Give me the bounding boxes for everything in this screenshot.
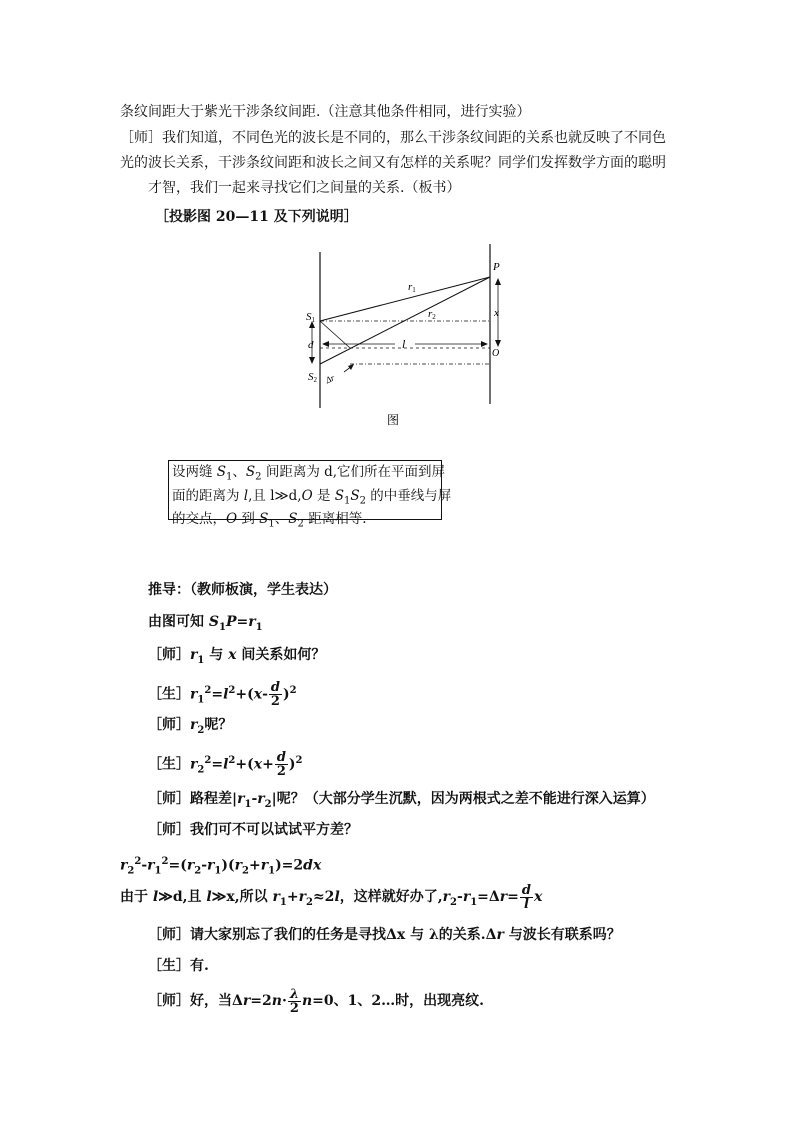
label-r2: r2: [428, 308, 436, 321]
teacher-statement-6: ［师］好，当Δr=2n· $\frac{\lambda}{2}$ n=0、1、2…时，出现亮纹.: [148, 986, 484, 1016]
teacher-question-4: ［师］我们可不可以试试平方差？: [148, 822, 358, 838]
line-approximation: 由于 l≫d,且 l≫x,所以 $r_1+r_2\approx 2l$，这样就好办了$,r_2-r_1=\Delta r=$ $\frac{d}{l}$ x: [120, 882, 543, 912]
derivation-heading: 推导：（教师板演，学生表达）: [148, 582, 337, 598]
student-answer-2: ［生$]r_2^2=l^2+(x+$ $\frac{d}{2}$ )$^2$: [148, 750, 303, 780]
definition-box: [168, 460, 452, 531]
label-P: P: [493, 261, 500, 273]
projection-note: ［投影图 20—11 及下列说明］: [155, 209, 358, 225]
teacher-paragraph-line-1: ［师］我们知道，不同色光的波长是不同的，那么干涉条纹间距的关系也就反映了不同色: [120, 130, 666, 146]
teacher-paragraph-line-3: 才智，我们一起来寻找它们之间量的关系.（板书）: [148, 180, 461, 196]
fraction-d-over-2: $\frac{d}{2}$: [276, 750, 286, 780]
definition-line-2: 面的距离为 l,且 l≫d,O 是 $S_1S_2$ 的中垂线与屏: [172, 487, 452, 507]
teacher-question-1: ［师$]r_1$ 与 x 间关系如何？: [148, 647, 326, 666]
label-x: x: [494, 307, 499, 319]
teacher-question-2: ［师$]r_2$呢？: [148, 717, 233, 736]
ray-r1: [320, 277, 490, 321]
teacher-question-5: ［师］请大家别忘了我们的任务是寻找Δx 与 λ的关系.Δr 与波长有联系吗？: [148, 927, 621, 943]
teacher-paragraph-line-2: 光的波长关系，干涉条纹间距和波长之间又有怎样的关系呢？同学们发挥数学方面的聪明: [120, 155, 666, 171]
definition-line-1: 设两缝 $S_1$、$S_2$ 间距离为 d,它们所在平面到屏: [172, 464, 446, 483]
student-answer-3: ［生］有.: [148, 958, 209, 974]
fraction-d-over-l: $\frac{d}{l}$: [521, 882, 531, 912]
figure-caption: 图: [387, 413, 400, 427]
line-from-figure: 由图可知 $S_1P=r_1$: [148, 614, 263, 633]
student-answer-1: ［生$]r_1^2=l^2+(x-$ $\frac{d}{2}$ )$^2$: [148, 680, 297, 710]
label-O: O: [492, 348, 500, 359]
teacher-question-3: ［师］路程差$|r_1-r_2|$呢？（大部分学生沉默，因为两根式之差不能进行深入运算）: [148, 791, 655, 810]
equation-square-difference: $r_2^2-r_1^2=(r_2-r_1)(r_2+r_1)=2dx$: [120, 856, 322, 877]
label-S2: S2: [308, 371, 317, 384]
label-S1: S1: [306, 311, 315, 324]
fraction-lambda-over-2: $\frac{\lambda}{2}$: [289, 986, 299, 1016]
double-slit-figure: [300, 242, 510, 432]
label-d: d: [308, 339, 314, 351]
definition-line-3: 的交点，O 到 $S_1$、$S_2$ 距离相等.: [172, 511, 367, 531]
label-l: l: [402, 337, 406, 351]
paragraph-continuation: 条纹间距大于紫光干涉条纹间距.（注意其他条件相同，进行实验）: [120, 104, 531, 120]
label-delta-r: Δr: [323, 372, 337, 386]
fraction-d-over-2: $\frac{d}{2}$: [270, 680, 280, 710]
label-r1: r1: [408, 281, 416, 294]
